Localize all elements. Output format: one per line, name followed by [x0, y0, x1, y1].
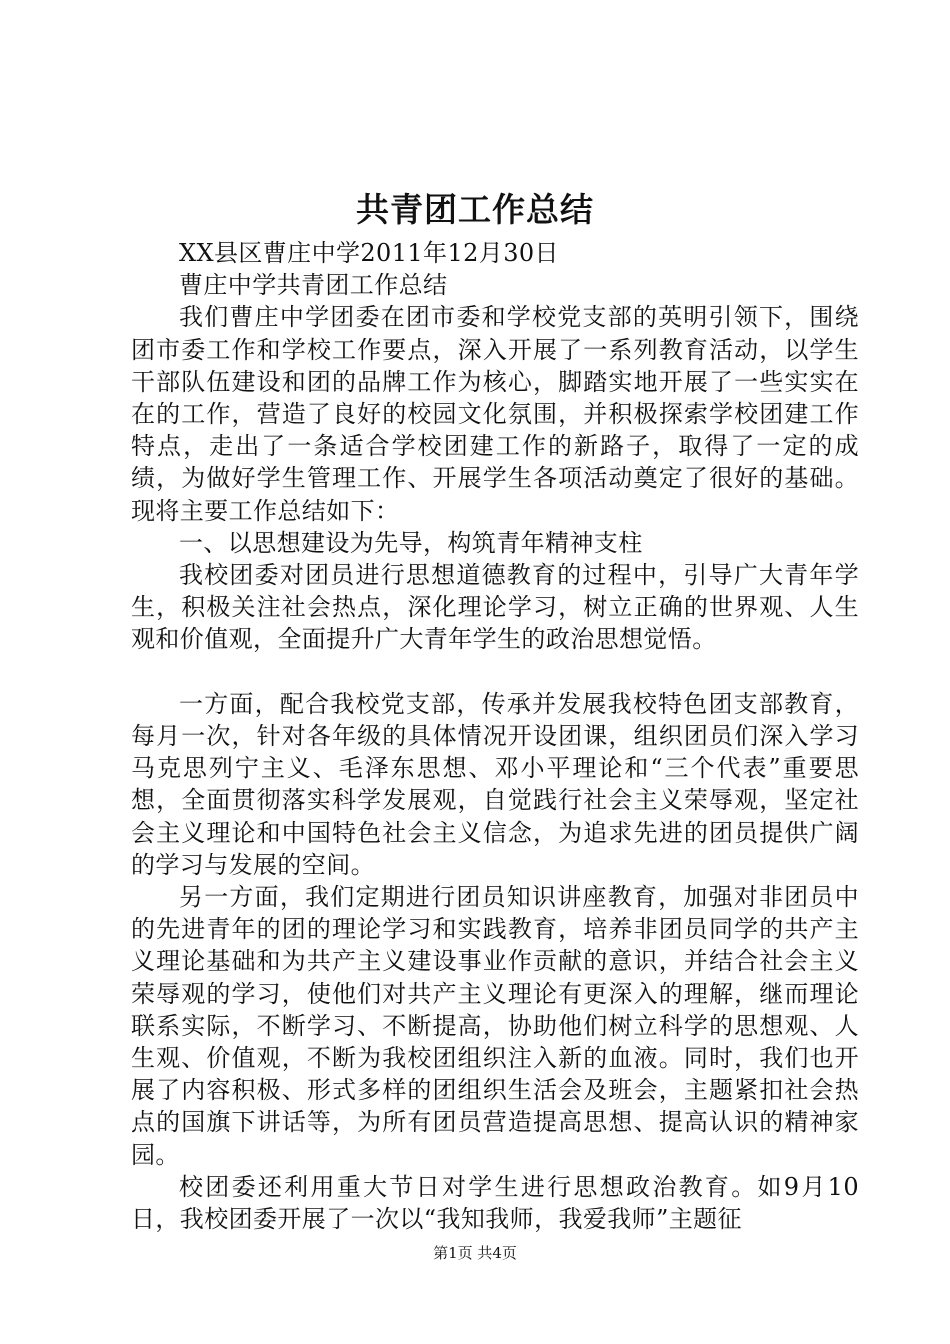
body-paragraph: 另一方面，我们定期进行团员知识讲座教育，加强对非团员中的先进青年的团的理论学习和实践教育，培养非团员同学的共产主义理论基础和为共产主义建设事业作贡献的意识，并结合社会主义荣辱观的学习，使他们对共产主义理论有更深入的理解，继而理论联系实际，不断学习、不断提高，协助他们树立科学的思想观、人生观、价值观，不断为我校团组织注入新的血液。同时，我们也开展了内容积极、形式多样的团组织生活会及班会，主题紧扣社会热点的国旗下讲话等，为所有团员营造提高思想、提高认识的精神家园。 — [131, 883, 859, 1169]
subtitle-line: 曹庄中学共青团工作总结 — [179, 271, 448, 300]
section-heading: 一、以思想建设为先导，构筑青年精神支柱 — [179, 528, 643, 557]
paragraph-gap — [131, 656, 859, 688]
body-paragraph: 我校团委对团员进行思想道德教育的过程中，引导广大青年学生，积极关注社会热点，深化理论学习，树立正确的世界观、人生观和价值观，全面提升广大青年学生的政治思想觉悟。 — [131, 561, 859, 654]
page-number: 第1页 共4页 — [433, 1244, 517, 1262]
body-paragraph: 校团委还利用重大节日对学生进行思想政治教育。如9月10日，我校团委开展了一次以“我知我师，我爱我师”主题征 — [131, 1172, 859, 1234]
date-line: XX县区曹庄中学2011年12月30日 — [179, 239, 559, 267]
body-paragraph: 我们曹庄中学团委在团市委和学校党支部的英明引领下，围绕团市委工作和学校工作要点，深入开展了一系列教育活动，以学生干部队伍建设和团的品牌工作为核心，脚踏实地开展了一些实实在在的工作，营造了良好的校园文化氛围，并积极探索学校团建工作特点，走出了一条适合学校团建工作的新路子，取得了一定的成绩，为做好学生管理工作、开展学生各项活动奠定了很好的基础。现将主要工作总结如下： — [131, 303, 859, 525]
body-paragraph: 一方面，配合我校党支部，传承并发展我校特色团支部教育，每月一次，针对各年级的具体情况开设团课，组织团员们深入学习马克思列宁主义、毛泽东思想、邓小平理论和“三个代表”重要思想，全面贯彻落实科学发展观，自觉践行社会主义荣辱观，坚定社会主义理论和中国特色社会主义信念，为追求先进的团员提供广阔的学习与发展的空间。 — [131, 689, 859, 879]
document-title: 共青团工作总结 — [356, 190, 594, 229]
document-body — [131, 237, 859, 1235]
